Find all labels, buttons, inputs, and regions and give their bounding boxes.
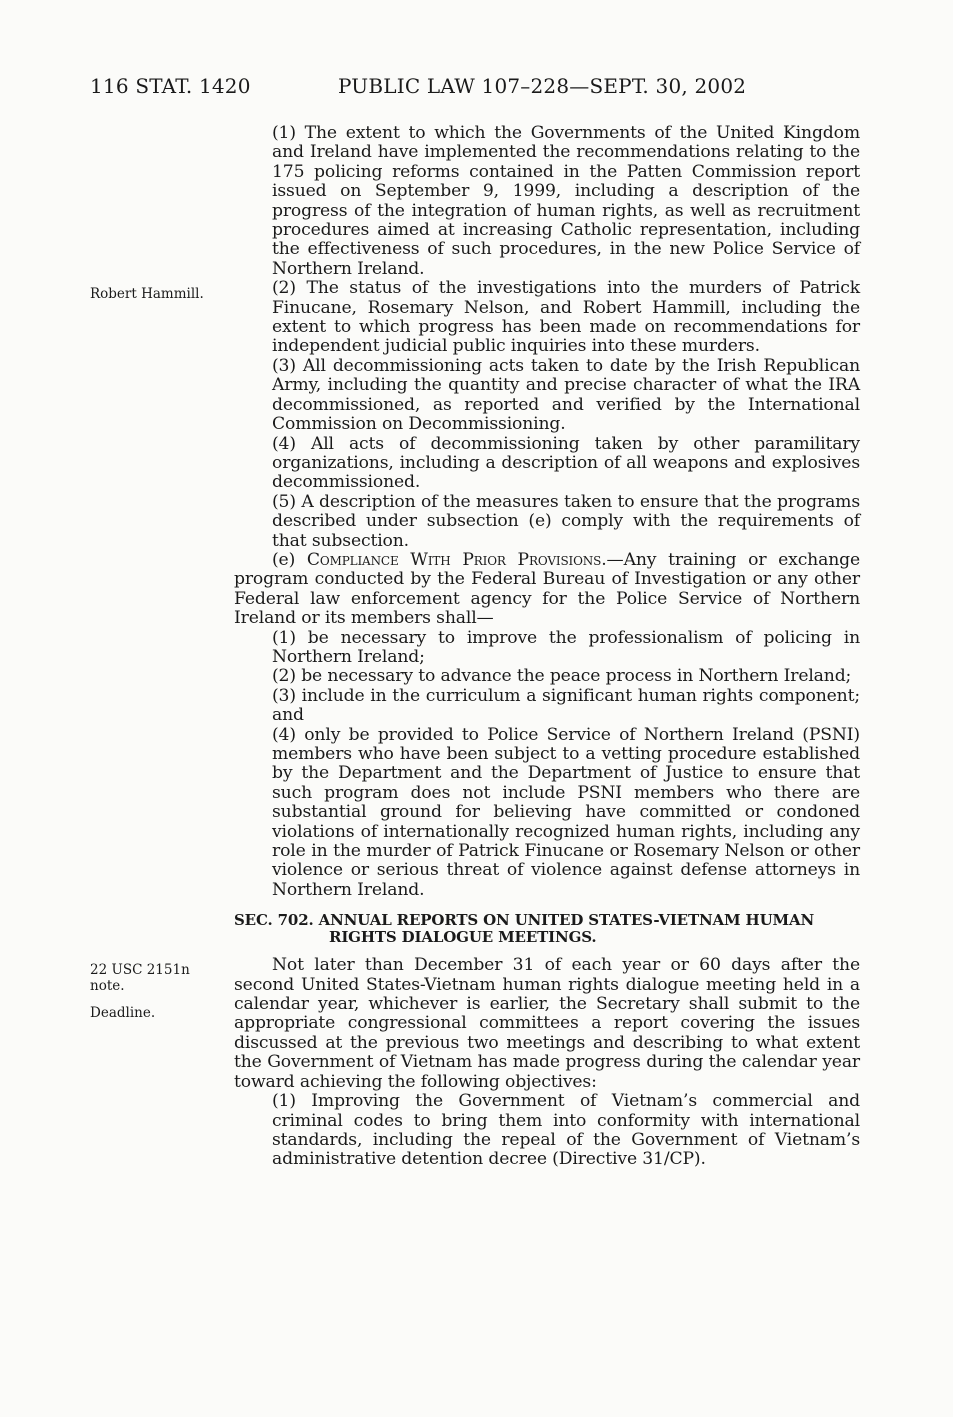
section-702-heading-line2: RIGHTS DIALOGUE MEETINGS. [329,928,597,947]
e-item-3: (3) include in the curriculum a significant human rights component; and [272,685,860,726]
subsection-e [234,551,860,629]
e-item-4: (4) only be provided to Police Service of Northern Ireland (PSNI) members who have been subject to a vetting procedure established by the Department and the Department of Justice to ensure that such program does not include PSNI members who there are substantial ground for believing have committed or condoned violations of internationally recognized human rights, including any role in the murder of Patrick Finucane or Rosemary Nelson or other violence or serious threat of violence against defense attorneys in Northern Ireland. [272,724,860,900]
margin-note-usc-line1: 22 USC 2151n [90,962,190,978]
margin-note-robert-hammill: Robert Hammill. [90,286,204,302]
item-1: (1) The extent to which the Governments of the United Kingdom and Ireland have implemented the recommendations relating to the 175 policing reforms contained in the Patten Commission report issued on September 9, 1999, including a description of the progress of the integration of human rights, as well as recruitment procedures aimed at increasing Catholic representation, including the effectiveness of such procedures, in the new Police Service of Northern Ireland. [272,123,860,279]
section-702-item-1: (1) Improving the Government of Vietnam’s commercial and criminal codes to bring them into conformity with international standards, including the repeal of the Government of Vietnam’s administrative detention decree (Directive 31/CP). [272,1091,860,1170]
item-4: (4) All acts of decommissioning taken by other paramilitary organizations, including a description of all weapons and explosives decommissioned. [272,433,860,493]
margin-note-usc [90,962,220,994]
subsection-e-text: —Any training or exchange program conducted by the Federal Bureau of Investigation or any other Federal law enforcement agency for the Police Service of Northern Ireland or its members shall— [234,549,860,629]
section-702-text: Not later than December 31 of each year or 60 days after the second United States-Vietnam human rights dialogue meeting held in a calendar year, whichever is earlier, the Secretary shall submit to the appropriate congressional committees a report covering the issues discussed at the previous two meetings and describing to what extent the Government of Vietnam has made progress during the calendar year toward achieving the following objectives: [234,955,860,1092]
subsection-e-label: (e) [272,549,307,570]
margin-note-deadline: Deadline. [90,1005,156,1021]
item-3: (3) All decommissioning acts taken to date by the Irish Republican Army, including the quantity and precise character of what the IRA decommissioned, as reported and verified by the International Commission on Decommissioning. [272,355,860,435]
document-body [234,124,860,1170]
section-702-heading [234,912,860,946]
statute-page-number: 116 STAT. 1420 [90,74,251,98]
item-5: (5) A description of the measures taken to ensure that the programs described under subsection (e) comply with the requirements of that subsection. [272,491,860,551]
section-702-heading-line1: SEC. 702. ANNUAL REPORTS ON UNITED STATES-VIETNAM HUMAN [234,911,815,930]
margin-note-usc-line2: note. [90,978,125,994]
e-item-2: (2) be necessary to advance the peace process in Northern Ireland; [272,666,852,687]
subsection-e-heading: Compliance With Prior Provisions. [306,549,607,570]
item-2: (2) The status of the investigations into the murders of Patrick Finucane, Rosemary Nelson, and Robert Hammill, including the extent to which progress has been made on recommendations for independent judicial public inquiries into these murders. [272,278,860,357]
public-law-citation: PUBLIC LAW 107–228—SEPT. 30, 2002 [338,74,747,98]
e-item-1: (1) be necessary to improve the professionalism of policing in Northern Ireland; [272,627,860,667]
